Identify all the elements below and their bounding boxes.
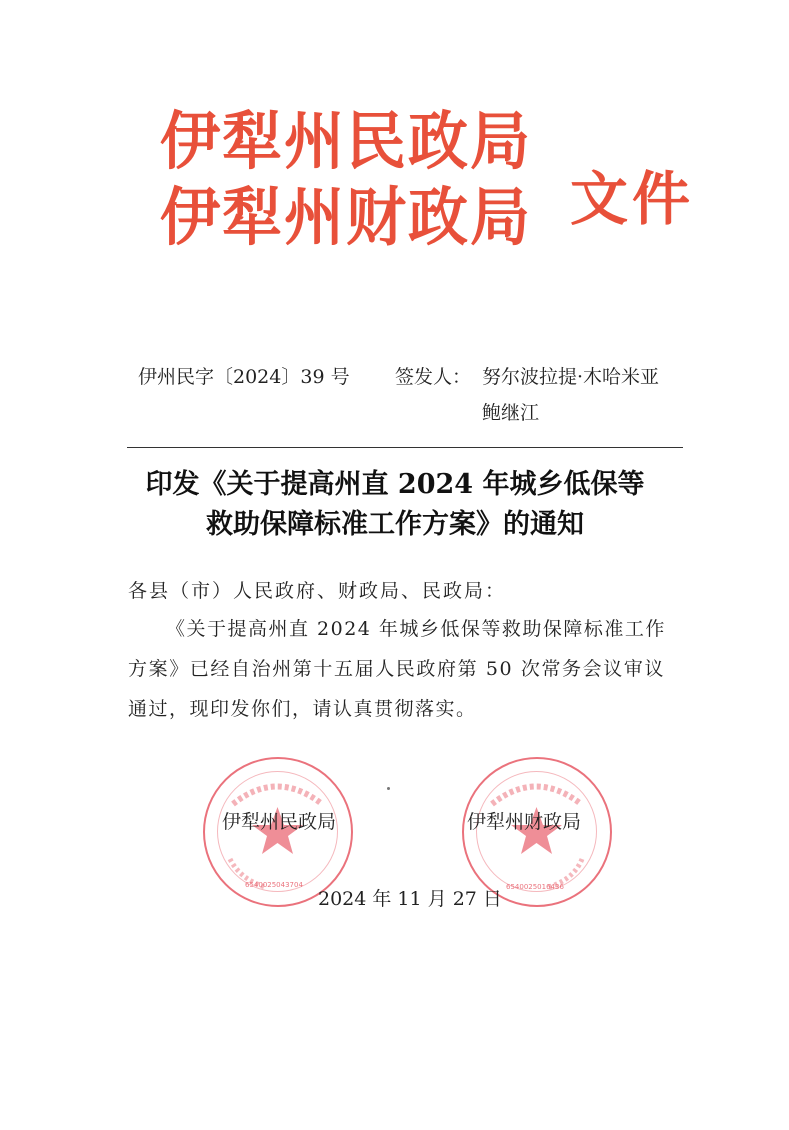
seal-number-right: 6540025016436 [506, 883, 564, 891]
issuer-name-finance: 伊犁州财政局 [160, 181, 532, 255]
document-title-line-1: 印发《关于提高州直 2024 年城乡低保等 [145, 469, 645, 500]
header-divider [127, 447, 683, 448]
document-number: 伊州民字〔2024〕39 号 [138, 366, 350, 388]
signer-label: 签发人： [395, 366, 472, 388]
document-date: 2024 年 11 月 27 日 [318, 888, 502, 910]
scan-artifact-dot [387, 787, 390, 790]
body-paragraph-line-3: 通过，现印发你们，请认真贯彻落实。 [128, 698, 477, 720]
body-paragraph-line-1: 《关于提高州直 2024 年城乡低保等救助保障标准工作 [166, 618, 666, 640]
document-title-line-2: 救助保障标准工作方案》的通知 [206, 509, 584, 540]
signer-name-1: 努尔波拉提·木哈米亚 [482, 366, 660, 388]
signature-civil-affairs: 伊犁州民政局 [222, 811, 337, 833]
issuer-name-civil-affairs: 伊犁州民政局 [160, 105, 532, 179]
signature-finance: 伊犁州财政局 [467, 811, 582, 833]
signer-name-2: 鲍继江 [482, 402, 540, 424]
salutation: 各县（市）人民政府、财政局、民政局： [128, 580, 507, 602]
body-paragraph-line-2: 方案》已经自治州第十五届人民政府第 50 次常务会议审议 [128, 658, 666, 680]
document-type-label: 文件 [570, 165, 695, 233]
seal-number-left: 6540025043704 [245, 881, 303, 889]
